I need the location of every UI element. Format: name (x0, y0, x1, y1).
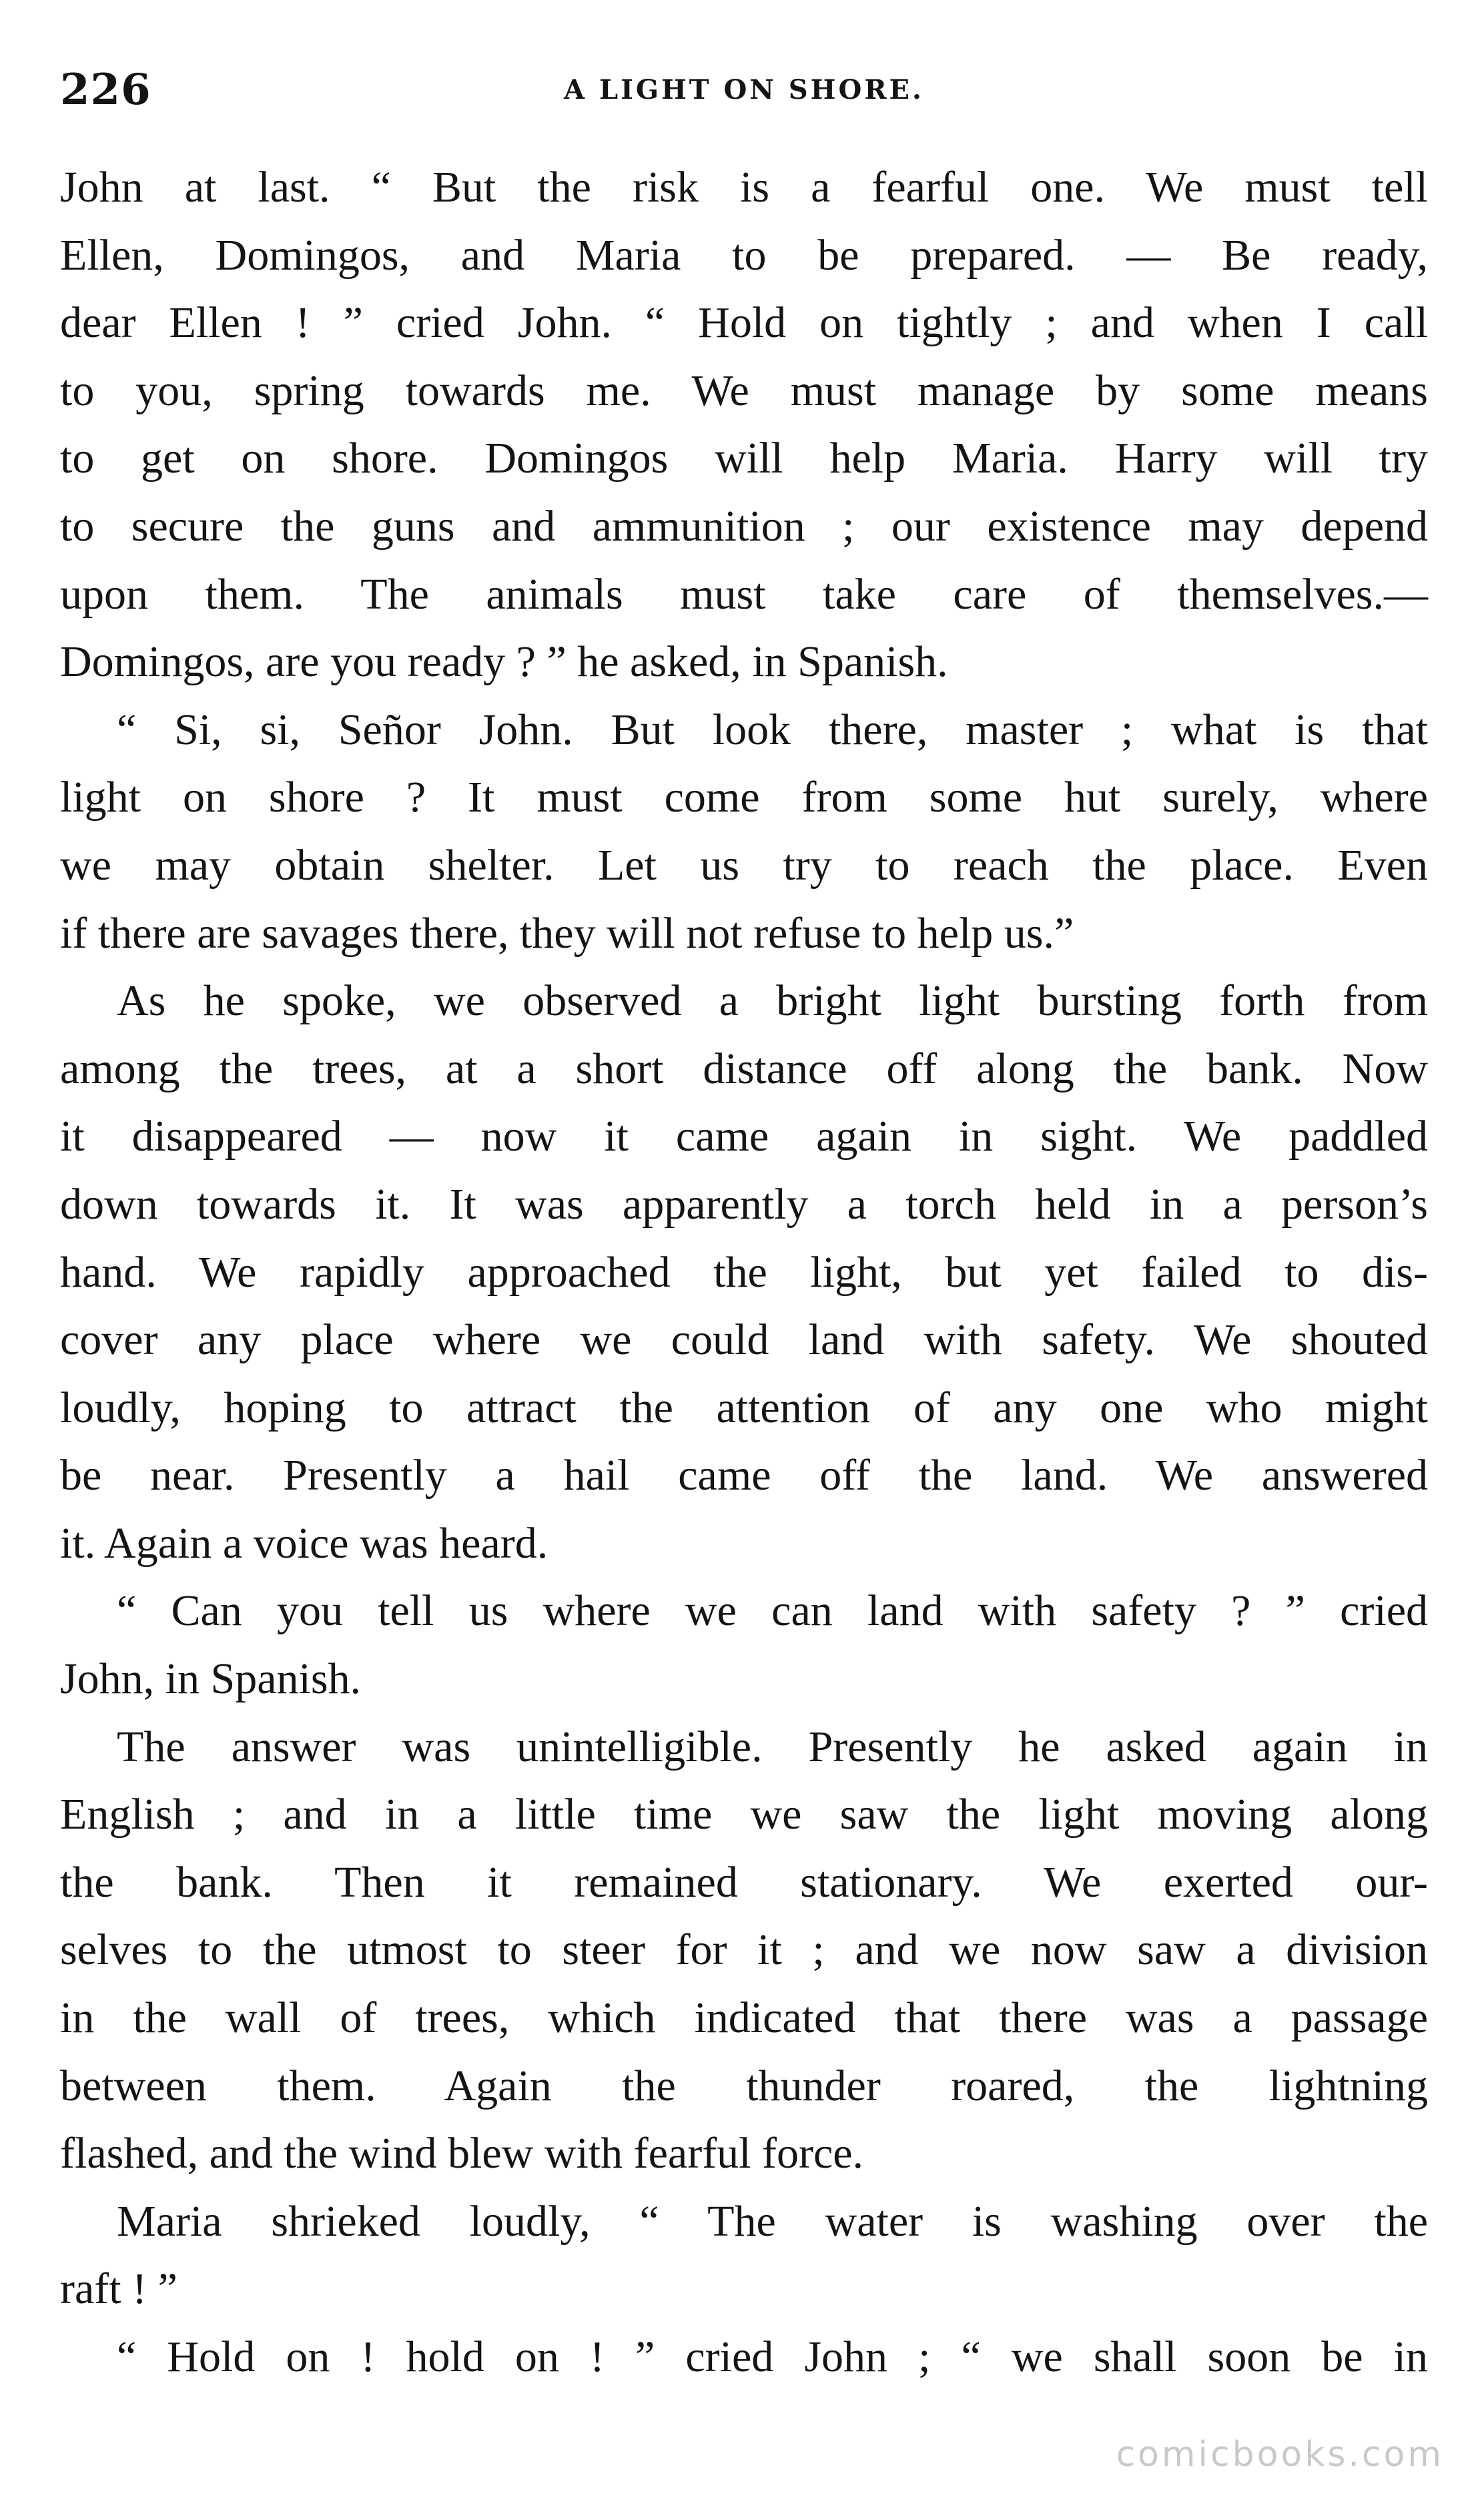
text-line: “ Si, si, Señor John. But look there, master ; what is that (117, 705, 1428, 754)
text-line: English ; and in a little time we saw the light moving along (60, 1790, 1428, 1839)
text-line: be near. Presently a hail came off the land. We answered (60, 1451, 1428, 1500)
text-line: to secure the guns and ammunition ; our existence may depend (60, 501, 1428, 551)
text-line: raft ! ” (60, 2264, 177, 2314)
text-line: upon them. The animals must take care of themselves.— (60, 569, 1428, 619)
text-line: cover any place where we could land with safety. We shouted (60, 1315, 1428, 1365)
text-line: down towards it. It was apparently a torch held in a person’s (60, 1179, 1428, 1229)
text-line: to you, spring towards me. We must manage by some means (60, 366, 1428, 415)
text-line: selves to the utmost to steer for it ; and we now saw a division (60, 1925, 1428, 1975)
text-line: The answer was unintelligible. Presently he asked again in (117, 1722, 1428, 1771)
text-line: Domingos, are you ready ? ” he asked, in Spanish. (60, 637, 948, 687)
running-head: A LIGHT ON SHORE. (564, 74, 924, 105)
text-line: we may obtain shelter. Let us try to reach the place. Even (60, 840, 1428, 890)
body-text (60, 153, 1428, 2391)
text-line: in the wall of trees, which indicated that there was a passage (60, 1993, 1428, 2043)
watermark: comicbooks.com (1116, 2435, 1444, 2475)
text-line: John at last. “ But the risk is a fearful one. We must tell (60, 163, 1428, 212)
text-line: John, in Spanish. (60, 1654, 362, 1704)
text-line: “ Hold on ! hold on ! ” cried John ; “ we shall soon be in (117, 2332, 1428, 2381)
page-header (60, 63, 1428, 117)
text-line: loudly, hoping to attract the attention of any one who might (60, 1383, 1428, 1432)
text-line: Maria shrieked loudly, “ The water is washing over the (117, 2196, 1428, 2246)
text-line: the bank. Then it remained stationary. We exerted our- (60, 1857, 1428, 1907)
text-line: if there are savages there, they will not refuse to help us.” (60, 908, 1074, 958)
page-number: 226 (60, 65, 151, 115)
text-line: hand. We rapidly approached the light, but yet failed to dis- (60, 1247, 1428, 1297)
text-line: to get on shore. Domingos will help Maria. Harry will try (60, 434, 1428, 483)
text-line: light on shore ? It must come from some hut surely, where (60, 773, 1428, 822)
text-line: “ Can you tell us where we can land with safety ? ” cried (117, 1586, 1428, 1636)
text-line: flashed, and the wind blew with fearful force. (60, 2129, 864, 2178)
text-line: it. Again a voice was heard. (60, 1518, 548, 1568)
text-line: As he spoke, we observed a bright light bursting forth from (117, 976, 1428, 1026)
text-line: among the trees, at a short distance off along the bank. Now (60, 1044, 1428, 1093)
text-line: it disappeared — now it came again in sight. We paddled (60, 1112, 1428, 1161)
text-line: Ellen, Domingos, and Maria to be prepared. — Be ready, (60, 230, 1428, 280)
text-line: between them. Again the thunder roared, the lightning (60, 2061, 1428, 2110)
text-line: dear Ellen ! ” cried John. “ Hold on tightly ; and when I call (60, 298, 1428, 348)
